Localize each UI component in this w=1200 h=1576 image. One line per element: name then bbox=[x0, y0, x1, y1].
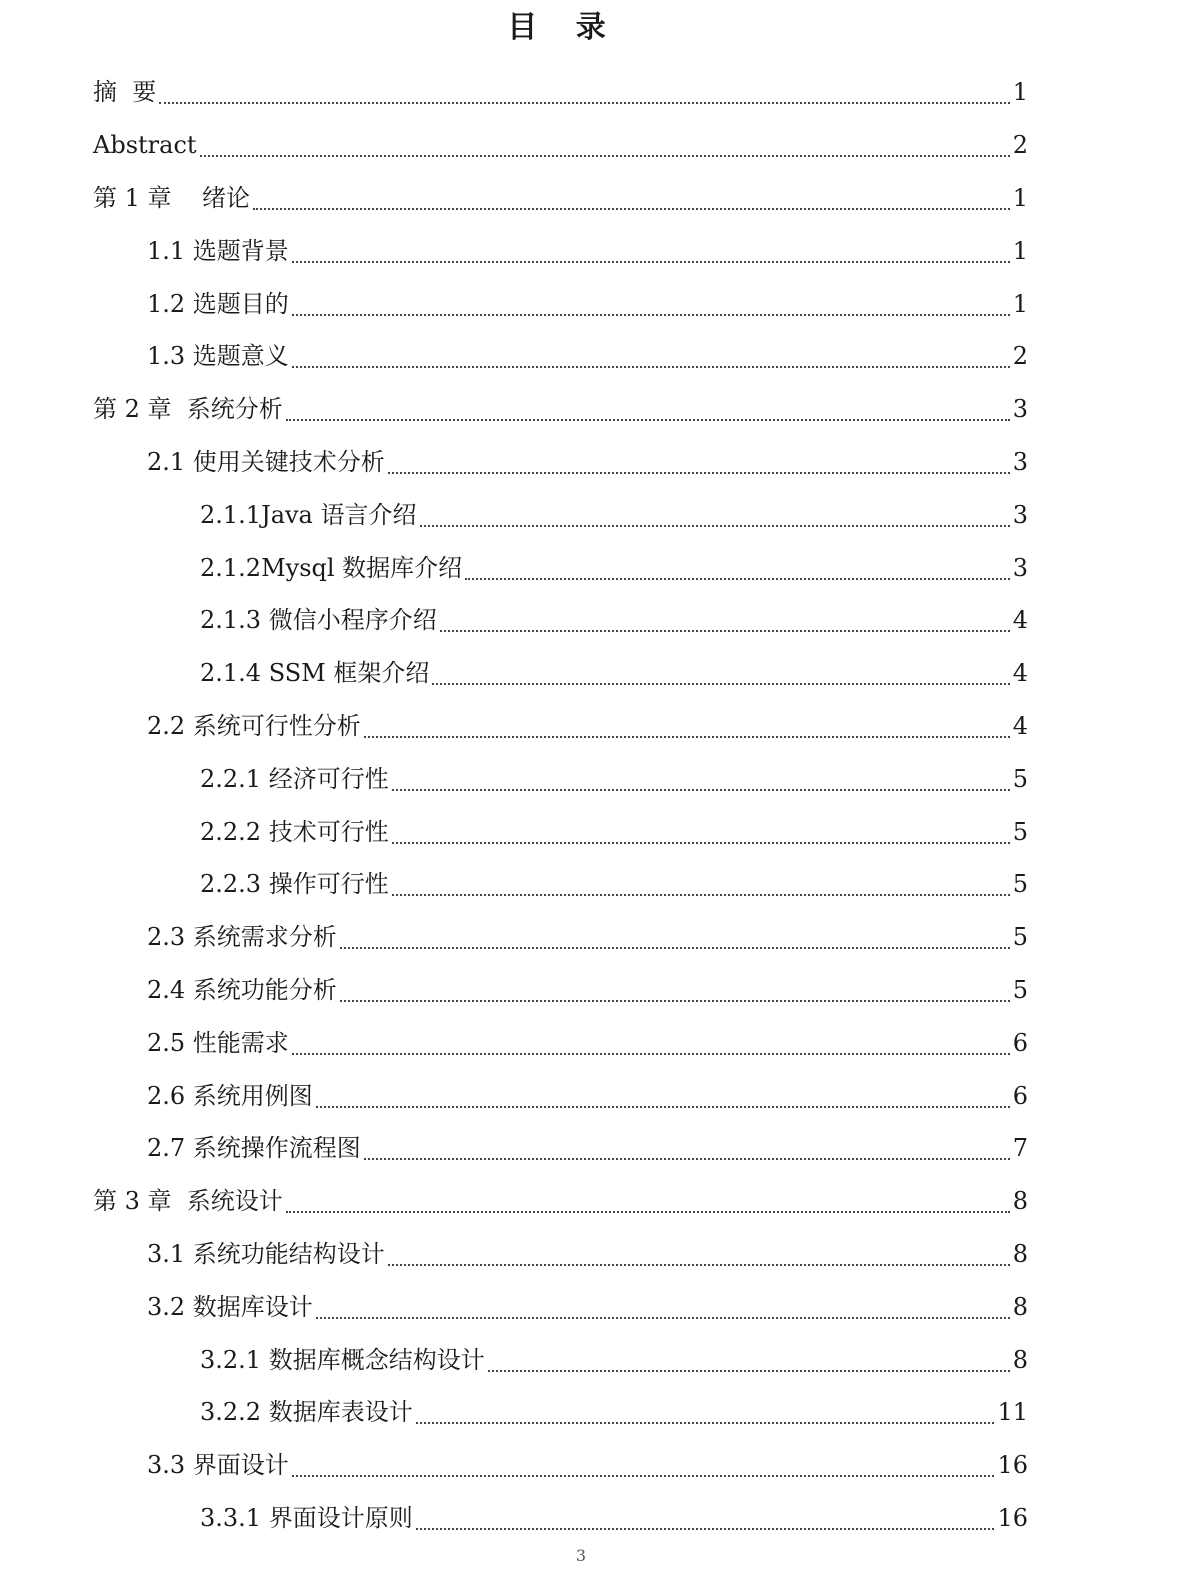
toc-entry-label: 2.2.3 操作可行性 bbox=[200, 870, 389, 899]
dot-leader bbox=[392, 842, 1010, 844]
toc-entry-page-number: 8 bbox=[1012, 1239, 1028, 1268]
toc-entry[interactable] bbox=[0, 1122, 1200, 1175]
dot-leader bbox=[432, 683, 1009, 685]
dot-leader bbox=[253, 208, 1010, 210]
toc-entry-label: 3.1 系统功能结构设计 bbox=[147, 1239, 385, 1268]
toc-entry[interactable] bbox=[0, 1069, 1200, 1122]
toc-entry-page-number: 1 bbox=[1012, 236, 1028, 265]
toc-entry[interactable] bbox=[0, 383, 1200, 436]
toc-entry-page-number: 8 bbox=[1012, 1187, 1028, 1216]
toc-entry-page-number: 1 bbox=[1012, 78, 1028, 107]
toc-entry-page-number: 8 bbox=[1012, 1292, 1028, 1321]
toc-entry[interactable] bbox=[0, 1280, 1200, 1333]
toc-entry-page-number: 16 bbox=[997, 1503, 1028, 1532]
toc-entry-page-number: 11 bbox=[997, 1398, 1028, 1427]
toc-entry-page-number: 4 bbox=[1012, 606, 1028, 635]
toc-entry-label: 摘 要 bbox=[93, 78, 157, 107]
toc-entry-page-number: 8 bbox=[1012, 1345, 1028, 1374]
toc-entry-label: 第 1 章 绪论 bbox=[93, 183, 251, 212]
dot-leader bbox=[340, 1000, 1010, 1002]
toc-entry-page-number: 1 bbox=[1012, 183, 1028, 212]
toc-entry[interactable] bbox=[0, 1386, 1200, 1439]
toc-entry-page-number: 1 bbox=[1012, 289, 1028, 318]
toc-entry-label: 2.1 使用关键技术分析 bbox=[147, 447, 385, 476]
toc-entry-page-number: 7 bbox=[1012, 1134, 1028, 1163]
dot-leader bbox=[316, 1106, 1010, 1108]
toc-entry-page-number: 3 bbox=[1012, 553, 1028, 582]
dot-leader bbox=[416, 1528, 995, 1530]
toc-entry-page-number: 16 bbox=[997, 1451, 1028, 1480]
toc-entry[interactable] bbox=[0, 911, 1200, 964]
toc-entry[interactable] bbox=[0, 66, 1200, 119]
toc-entry[interactable] bbox=[0, 1439, 1200, 1492]
toc-entry[interactable] bbox=[0, 224, 1200, 277]
dot-leader bbox=[440, 630, 1010, 632]
toc-entry[interactable] bbox=[0, 277, 1200, 330]
toc-entry-label: 2.7 系统操作流程图 bbox=[147, 1134, 361, 1163]
dot-leader bbox=[388, 1264, 1010, 1266]
toc-entry[interactable] bbox=[0, 805, 1200, 858]
toc-entry-page-number: 5 bbox=[1012, 870, 1028, 899]
dot-leader bbox=[200, 155, 1010, 157]
dot-leader bbox=[364, 736, 1010, 738]
toc-entry-page-number: 3 bbox=[1012, 500, 1028, 529]
dot-leader bbox=[420, 525, 1010, 527]
toc-entry-label: 2.2.2 技术可行性 bbox=[200, 817, 389, 846]
dot-leader bbox=[340, 947, 1010, 949]
dot-leader bbox=[316, 1317, 1010, 1319]
toc-entry-page-number: 4 bbox=[1012, 659, 1028, 688]
dot-leader bbox=[286, 1211, 1010, 1213]
toc-entry-label: 1.2 选题目的 bbox=[147, 289, 289, 318]
toc-entry[interactable] bbox=[0, 1175, 1200, 1228]
toc-entry[interactable] bbox=[0, 647, 1200, 700]
toc-entry-label: 1.3 选题意义 bbox=[147, 342, 289, 371]
toc-entry-page-number: 6 bbox=[1012, 1028, 1028, 1057]
dot-leader bbox=[488, 1370, 1010, 1372]
toc-entry-label: Abstract bbox=[93, 131, 197, 160]
toc-entry-label: 2.3 系统需求分析 bbox=[147, 923, 337, 952]
toc-list bbox=[0, 66, 1200, 1544]
dot-leader bbox=[292, 1053, 1010, 1055]
toc-entry-label: 1.1 选题背景 bbox=[147, 236, 289, 265]
toc-entry-page-number: 5 bbox=[1012, 817, 1028, 846]
toc-entry-label: 2.1.1Java 语言介绍 bbox=[200, 500, 417, 529]
dot-leader bbox=[286, 419, 1010, 421]
toc-entry-page-number: 6 bbox=[1012, 1081, 1028, 1110]
dot-leader bbox=[159, 102, 1009, 104]
toc-entry[interactable] bbox=[0, 700, 1200, 753]
toc-entry[interactable] bbox=[0, 1492, 1200, 1545]
dot-leader bbox=[292, 366, 1010, 368]
toc-entry-label: 3.2 数据库设计 bbox=[147, 1292, 313, 1321]
toc-entry-page-number: 2 bbox=[1012, 131, 1028, 160]
toc-entry-label: 第 2 章 系统分析 bbox=[93, 395, 283, 424]
toc-entry-label: 2.1.4 SSM 框架介绍 bbox=[200, 659, 430, 688]
dot-leader bbox=[388, 472, 1010, 474]
toc-entry[interactable] bbox=[0, 119, 1200, 172]
toc-entry-page-number: 5 bbox=[1012, 764, 1028, 793]
toc-entry-label: 3.3.1 界面设计原则 bbox=[200, 1503, 413, 1532]
toc-entry-page-number: 4 bbox=[1012, 711, 1028, 740]
toc-entry[interactable] bbox=[0, 964, 1200, 1017]
toc-entry[interactable] bbox=[0, 1333, 1200, 1386]
toc-entry-label: 2.4 系统功能分析 bbox=[147, 975, 337, 1004]
dot-leader bbox=[416, 1422, 995, 1424]
toc-title: 目 录 bbox=[507, 10, 620, 45]
toc-entry-label: 3.3 界面设计 bbox=[147, 1451, 289, 1480]
toc-entry[interactable] bbox=[0, 436, 1200, 489]
toc-entry-label: 3.2.1 数据库概念结构设计 bbox=[200, 1345, 485, 1374]
toc-entry[interactable] bbox=[0, 488, 1200, 541]
toc-entry-label: 3.2.2 数据库表设计 bbox=[200, 1398, 413, 1427]
toc-entry[interactable] bbox=[0, 858, 1200, 911]
toc-entry[interactable] bbox=[0, 1016, 1200, 1069]
toc-entry-label: 2.1.3 微信小程序介绍 bbox=[200, 606, 437, 635]
toc-entry-label: 2.2 系统可行性分析 bbox=[147, 711, 361, 740]
toc-entry-label: 2.5 性能需求 bbox=[147, 1028, 289, 1057]
toc-entry-page-number: 5 bbox=[1012, 975, 1028, 1004]
dot-leader bbox=[465, 578, 1010, 580]
dot-leader bbox=[292, 1475, 995, 1477]
toc-entry-label: 第 3 章 系统设计 bbox=[93, 1187, 283, 1216]
dot-leader bbox=[392, 789, 1010, 791]
footer-page-number: 3 bbox=[575, 1546, 587, 1565]
toc-entry-page-number: 5 bbox=[1012, 923, 1028, 952]
toc-entry-page-number: 2 bbox=[1012, 342, 1028, 371]
toc-entry-page-number: 3 bbox=[1012, 395, 1028, 424]
toc-entry-label: 2.6 系统用例图 bbox=[147, 1081, 313, 1110]
dot-leader bbox=[392, 894, 1010, 896]
toc-entry[interactable] bbox=[0, 330, 1200, 383]
toc-entry[interactable] bbox=[0, 1228, 1200, 1281]
dot-leader bbox=[292, 261, 1010, 263]
toc-entry-page-number: 3 bbox=[1012, 447, 1028, 476]
dot-leader bbox=[292, 314, 1010, 316]
toc-entry[interactable] bbox=[0, 541, 1200, 594]
dot-leader bbox=[364, 1158, 1010, 1160]
toc-entry[interactable] bbox=[0, 594, 1200, 647]
toc-entry[interactable] bbox=[0, 172, 1200, 225]
toc-entry[interactable] bbox=[0, 752, 1200, 805]
toc-entry-label: 2.2.1 经济可行性 bbox=[200, 764, 389, 793]
toc-entry-label: 2.1.2Mysql 数据库介绍 bbox=[200, 553, 463, 582]
